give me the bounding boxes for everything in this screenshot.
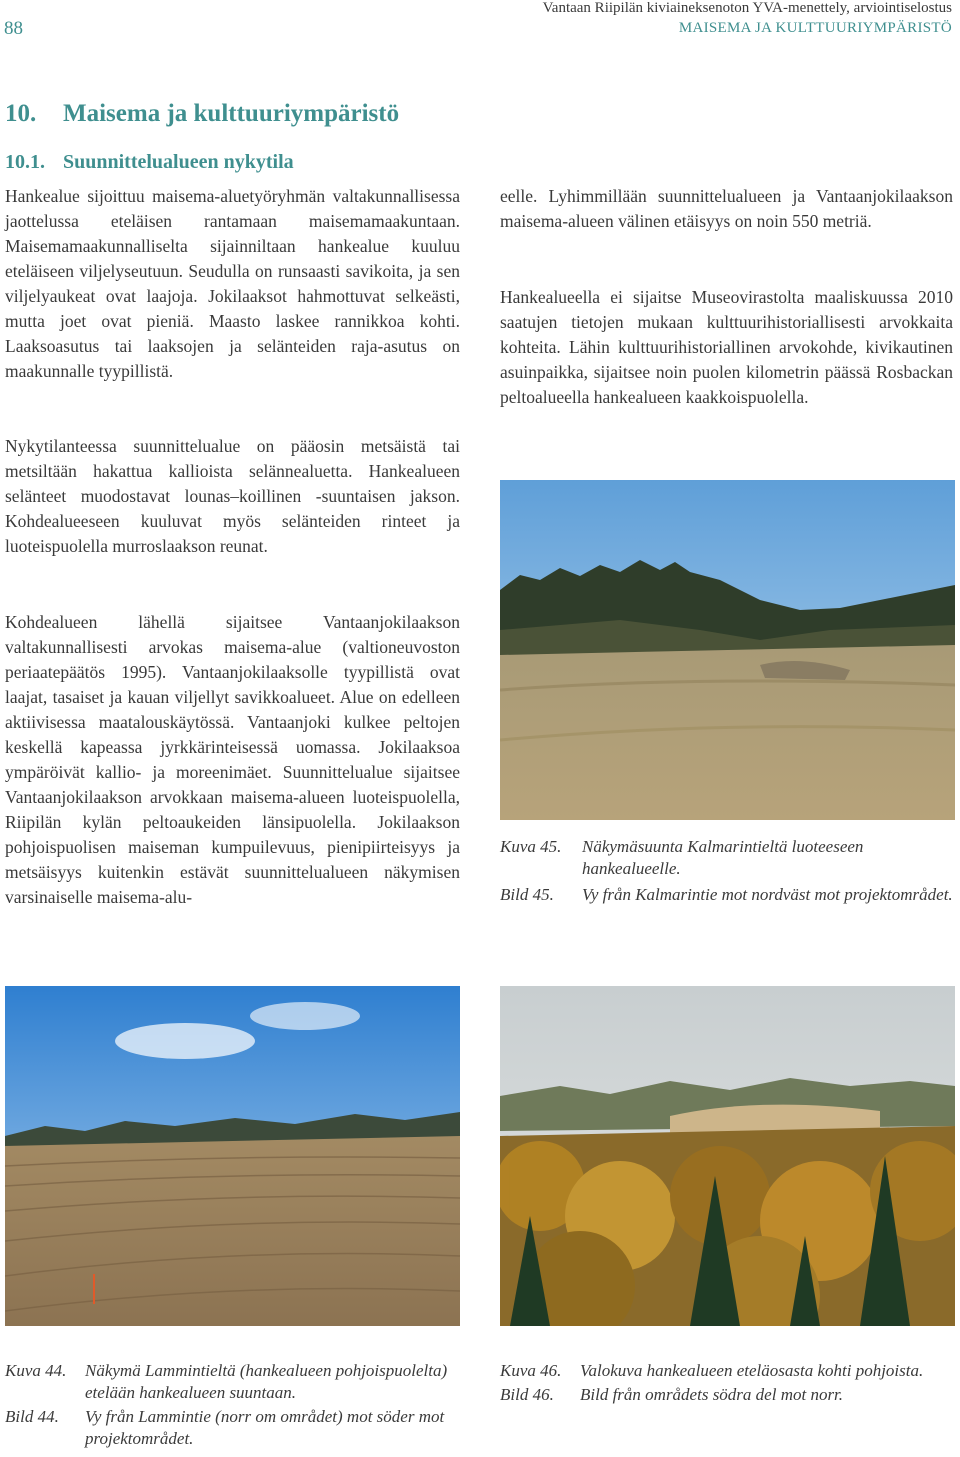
caption-figure-45: [500, 836, 955, 906]
caption-46-sv-label: Bild 46.: [500, 1385, 554, 1404]
body-paragraph-5: Hankealueella ei sijaitse Museovirastolta maaliskuussa 2010 saatujen tietojen mukaan kulttuurihistoriallisesti arvokkaita kohteita. Lähin kulttuurihistoriallinen arvokohde, kivikautinen asuinpaikka, sijaitsee noin puolen kilometrin päässä Rosbackan peltoalueella hankealueen kaakkoispuolella.: [500, 287, 953, 407]
body-paragraph-3: Kohdealueen lähellä sijaitsee Vantaanjokilaakson valtakunnallisesti arvokas maisema-alue (valtioneuvoston periaatepäätös 1995). Vantaanjokilaaksolle tyypillistä ovat laajat, tasaiset ja kauan viljellyt savikkoalueet. Alue on edelleen aktiivisessa maatalouskäytössä. Vantaanjoki kulkee peltojen keskellä kapeassa jyrkkärinteisessä uomassa. Jokilaaksoa ympäröivät kallio- ja moreenimäet. Suunnittelualue sijaitsee Vantaanjokilaakson arvokkaan maisema-alueen luoteispuolella, Riipilän kylän peltoaukeiden länsipuolella. Jokilaakson pohjoispuolisen maiseman kumpuilevuus, pienipiirteisyys ja metsäisyys kuitenkin estävät suunnittelualueen näkymisen varsinaiselle maisema-alu-: [5, 612, 460, 907]
caption-46-sv-text: Bild från områdets södra del mot norr.: [580, 1385, 844, 1404]
caption-45-fi-text: Näkymäsuunta Kalmarintieltä luoteeseen hankealueelle.: [582, 837, 864, 878]
caption-44-fi-text: Näkymä Lammintieltä (hankealueen pohjoispuolelta) etelään hankealueen suuntaan.: [85, 1361, 448, 1402]
body-paragraph-4: eelle. Lyhimmillään suunnittelualueen ja Vantaanjokilaakson maisema-alueen välinen etäisyys on noin 550 metriä.: [500, 186, 953, 231]
caption-figure-46: [500, 1360, 955, 1406]
body-paragraph-1: Hankealue sijoittuu maisema-aluetyöryhmän valtakunnallisessa jaottelussa eteläisen rantamaan maisemamaakuntaan. Maisemamaakunnalliselta sijainniltaan hankealue kuuluu eteläiseen viljelyseutuun. Seudulla on runsaasti savikoita, ja sen viljelyaukeat ovat laajoja. Jokilaaksot hahmottuvat selkeästi, mutta joet ovat pieniä. Maasto laskee rannikkoa kohti. Laaksoasutus tai laaksojen ja selänteiden raja-asutus on maakunnalle tyypillistä.: [5, 186, 460, 381]
photo-kalmarintie-field: [500, 480, 955, 820]
caption-44-sv-text: Vy från Lammintie (norr om området) mot söder mot projektområdet.: [85, 1407, 445, 1448]
page-number: 88: [4, 18, 23, 39]
caption-46-fi-label: Kuva 46.: [500, 1361, 562, 1380]
subsection-number: 10.1.: [5, 151, 45, 173]
body-paragraph-2: Nykytilanteessa suunnittelualue on pääosin metsäistä tai metsiltään hakattua kallioista selännealuetta. Hankealueen selänteet muodostavat lounas–koillinen -suuntaisen jakson. Kohdealueeseen kuuluvat myös selänteiden rinteet ja luoteispuolella murroslaakson reunat.: [5, 436, 460, 556]
chapter-title: Maisema ja kulttuuriympäristö: [63, 100, 400, 127]
chapter-heading: [5, 100, 399, 128]
caption-figure-44: [5, 1360, 460, 1450]
subsection-title: Suunnittelualueen nykytila: [63, 151, 294, 173]
chapter-number: 10.: [5, 100, 37, 127]
caption-46-fi-text: Valokuva hankealueen eteläosasta kohti pohjoista.: [580, 1361, 924, 1380]
caption-44-fi-label: Kuva 44.: [5, 1361, 67, 1380]
photo-lammintie-field: [5, 986, 460, 1326]
caption-45-sv-label: Bild 45.: [500, 885, 554, 904]
subsection-heading: [5, 151, 294, 174]
running-header-title: Vantaan Riipilän kiviaineksenoton YVA-menettely, arviointiselostus: [542, 0, 952, 16]
photo-autumn-forest: [500, 986, 955, 1326]
running-header-section: MAISEMA JA KULTTUURIYMPÄRISTÖ: [678, 20, 952, 36]
caption-44-sv-label: Bild 44.: [5, 1407, 59, 1426]
caption-45-sv-text: Vy från Kalmarintie mot nordväst mot projektområdet.: [582, 885, 953, 904]
caption-45-fi-label: Kuva 45.: [500, 837, 562, 856]
